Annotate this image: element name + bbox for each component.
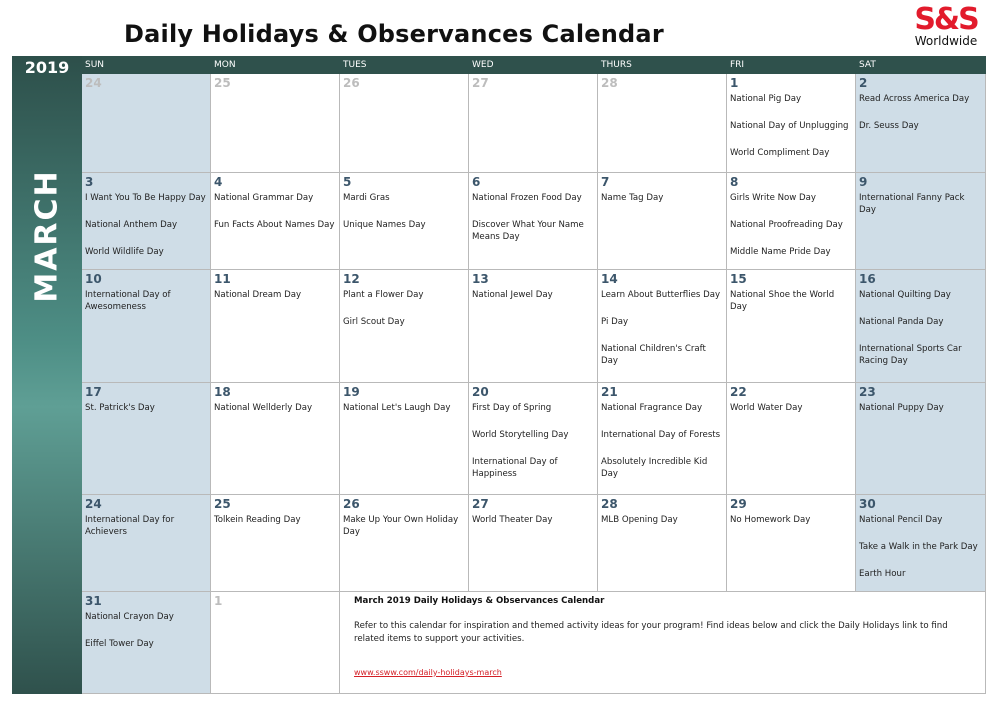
- holiday-entry: National Day of Unplugging: [730, 121, 849, 131]
- note-body: Refer to this calendar for inspiration and themed activity ideas for your program! Find ideas below and click the Daily Holidays link to find related items to support your activities.: [354, 621, 948, 644]
- weekday-sun: SUN: [85, 60, 105, 70]
- day-cell[interactable]: [340, 495, 469, 592]
- holiday-entry: Girl Scout Day: [343, 317, 405, 327]
- day-number: 6: [472, 175, 481, 189]
- logo-subtitle: Worldwide: [914, 34, 978, 48]
- holiday-entry: National Panda Day: [859, 317, 944, 327]
- holiday-entry: Pi Day: [601, 317, 629, 327]
- holiday-entry: Earth Hour: [859, 569, 906, 579]
- holiday-entry: National Anthem Day: [85, 220, 178, 230]
- day-number: 8: [730, 175, 739, 189]
- day-number: 29: [730, 497, 747, 511]
- holiday-entry: International Fanny Pack Day: [859, 193, 965, 215]
- holiday-entry: International Sports Car Racing Day: [859, 344, 962, 366]
- holiday-entry: National Jewel Day: [472, 290, 553, 300]
- day-number: 16: [859, 272, 876, 286]
- day-number: 7: [601, 175, 610, 189]
- day-cell[interactable]: [211, 173, 340, 270]
- day-number: 24: [85, 497, 102, 511]
- day-number: 11: [214, 272, 231, 286]
- day-cell[interactable]: [211, 592, 340, 694]
- holiday-entry: Tolkein Reading Day: [214, 515, 301, 525]
- holiday-entry: National Fragrance Day: [601, 403, 703, 413]
- day-cell[interactable]: [727, 383, 856, 495]
- holiday-entry: National Frozen Food Day: [472, 193, 582, 203]
- weekday-sat: SAT: [859, 60, 876, 70]
- day-number: 3: [85, 175, 94, 189]
- day-cell[interactable]: [211, 270, 340, 383]
- day-number: 2: [859, 76, 868, 90]
- holiday-entry: Fun Facts About Names Day: [214, 220, 335, 230]
- holiday-entry: World Theater Day: [472, 515, 553, 525]
- weekday-fri: FRI: [730, 60, 745, 70]
- weekday-header: [82, 56, 986, 74]
- day-cell[interactable]: [598, 383, 727, 495]
- day-number: 14: [601, 272, 618, 286]
- holiday-entry: I Want You To Be Happy Day: [85, 193, 206, 203]
- day-cell[interactable]: [598, 74, 727, 173]
- holiday-entry: National Shoe the World Day: [730, 290, 835, 312]
- company-logo[interactable]: [908, 4, 984, 54]
- day-cell[interactable]: [340, 74, 469, 173]
- day-cell[interactable]: [469, 270, 598, 383]
- holiday-entry: National Proofreading Day: [730, 220, 843, 230]
- weekday-tue: TUES: [343, 60, 367, 70]
- calendar-note: [340, 592, 986, 694]
- day-number: 19: [343, 385, 360, 399]
- holiday-entry: National Puppy Day: [859, 403, 944, 413]
- holiday-entry: Middle Name Pride Day: [730, 247, 831, 257]
- weekday-mon: MON: [214, 60, 236, 70]
- day-cell[interactable]: [727, 173, 856, 270]
- day-cell[interactable]: [82, 173, 211, 270]
- year-label: 2019: [24, 58, 70, 77]
- holiday-entry: National Crayon Day: [85, 612, 174, 622]
- holiday-entry: National Grammar Day: [214, 193, 314, 203]
- day-cell[interactable]: [82, 270, 211, 383]
- holiday-entry: Girls Write Now Day: [730, 193, 817, 203]
- day-number: 28: [601, 76, 618, 90]
- calendar-grid: [82, 74, 986, 694]
- day-cell[interactable]: [856, 173, 986, 270]
- holiday-entry: International Day of Happiness: [472, 457, 558, 479]
- day-number: 30: [859, 497, 876, 511]
- holiday-entry: First Day of Spring: [472, 403, 552, 413]
- weekday-thu: THURS: [601, 60, 632, 70]
- day-number: 1: [214, 594, 223, 608]
- holiday-entry: Learn About Butterflies Day: [601, 290, 721, 300]
- day-number: 17: [85, 385, 102, 399]
- day-cell[interactable]: [211, 383, 340, 495]
- day-number: 20: [472, 385, 489, 399]
- day-cell[interactable]: [727, 270, 856, 383]
- day-number: 5: [343, 175, 352, 189]
- day-cell[interactable]: [856, 270, 986, 383]
- holiday-entry: Make Up Your Own Holiday Day: [343, 515, 459, 537]
- note-title: March 2019 Daily Holidays & Observances Calendar: [354, 596, 605, 606]
- holiday-entry: National Children's Craft Day: [601, 344, 706, 366]
- day-cell[interactable]: [211, 74, 340, 173]
- day-cell[interactable]: [469, 173, 598, 270]
- day-cell[interactable]: [82, 74, 211, 173]
- holiday-entry: National Pig Day: [730, 94, 802, 104]
- holiday-entry: National Quilting Day: [859, 290, 951, 300]
- holiday-entry: No Homework Day: [730, 515, 811, 525]
- holiday-entry: Plant a Flower Day: [343, 290, 424, 300]
- day-number: 4: [214, 175, 223, 189]
- day-cell[interactable]: [469, 74, 598, 173]
- holiday-entry: Dr. Seuss Day: [859, 121, 919, 131]
- holiday-entry: National Wellderly Day: [214, 403, 313, 413]
- day-cell[interactable]: [856, 383, 986, 495]
- holiday-entry: World Water Day: [730, 403, 803, 413]
- day-number: 24: [85, 76, 102, 90]
- day-cell[interactable]: [82, 495, 211, 592]
- day-number: 13: [472, 272, 489, 286]
- day-cell[interactable]: [727, 74, 856, 173]
- holiday-entry: International Day for Achievers: [85, 515, 175, 537]
- day-number: 18: [214, 385, 231, 399]
- holiday-entry: National Let's Laugh Day: [343, 403, 451, 413]
- holiday-entry: National Pencil Day: [859, 515, 943, 525]
- day-number: 21: [601, 385, 618, 399]
- holiday-entry: International Day of Awesomeness: [85, 290, 171, 312]
- day-number: 26: [343, 497, 360, 511]
- day-cell[interactable]: [340, 270, 469, 383]
- holiday-entry: Absolutely Incredible Kid Day: [601, 457, 708, 479]
- day-number: 28: [601, 497, 618, 511]
- day-number: 12: [343, 272, 360, 286]
- day-number: 25: [214, 76, 231, 90]
- holiday-entry: Read Across America Day: [859, 94, 970, 104]
- day-cell[interactable]: [469, 495, 598, 592]
- month-sidebar: [12, 56, 82, 694]
- day-cell[interactable]: [469, 383, 598, 495]
- day-number: 31: [85, 594, 102, 608]
- day-number: 10: [85, 272, 102, 286]
- day-number: 22: [730, 385, 747, 399]
- day-number: 27: [472, 497, 489, 511]
- month-label: MARCH: [29, 169, 65, 303]
- weekday-wed: WED: [472, 60, 494, 70]
- holiday-entry: International Day of Forests: [601, 430, 721, 440]
- holiday-entry: World Compliment Day: [730, 148, 830, 158]
- day-cell[interactable]: [598, 270, 727, 383]
- logo-mark: S&S: [914, 2, 978, 37]
- holiday-entry: Eiffel Tower Day: [85, 639, 154, 649]
- holiday-entry: MLB Opening Day: [601, 515, 678, 525]
- day-cell[interactable]: [82, 592, 211, 694]
- day-number: 26: [343, 76, 360, 90]
- holiday-entry: St. Patrick's Day: [85, 403, 155, 413]
- day-number: 15: [730, 272, 747, 286]
- daily-holidays-link[interactable]: www.ssww.com/daily-holidays-march: [354, 668, 502, 677]
- holiday-entry: Mardi Gras: [343, 193, 390, 203]
- day-cell[interactable]: [598, 173, 727, 270]
- day-cell[interactable]: [211, 495, 340, 592]
- day-cell[interactable]: [340, 173, 469, 270]
- day-number: 27: [472, 76, 489, 90]
- day-number: 25: [214, 497, 231, 511]
- day-number: 23: [859, 385, 876, 399]
- day-cell[interactable]: [340, 383, 469, 495]
- day-cell[interactable]: [856, 74, 986, 173]
- day-number: 9: [859, 175, 868, 189]
- holiday-entry: World Wildlife Day: [85, 247, 164, 257]
- holiday-entry: World Storytelling Day: [472, 430, 569, 440]
- day-cell[interactable]: [856, 495, 986, 592]
- day-cell[interactable]: [727, 495, 856, 592]
- holiday-entry: Take a Walk in the Park Day: [859, 542, 978, 552]
- day-cell[interactable]: [598, 495, 727, 592]
- holiday-entry: Discover What Your Name Means Day: [472, 220, 584, 242]
- holiday-entry: Name Tag Day: [601, 193, 664, 203]
- page-title: Daily Holidays & Observances Calendar: [124, 20, 664, 48]
- holiday-entry: Unique Names Day: [343, 220, 426, 230]
- day-number: 1: [730, 76, 739, 90]
- day-cell[interactable]: [82, 383, 211, 495]
- holiday-entry: National Dream Day: [214, 290, 302, 300]
